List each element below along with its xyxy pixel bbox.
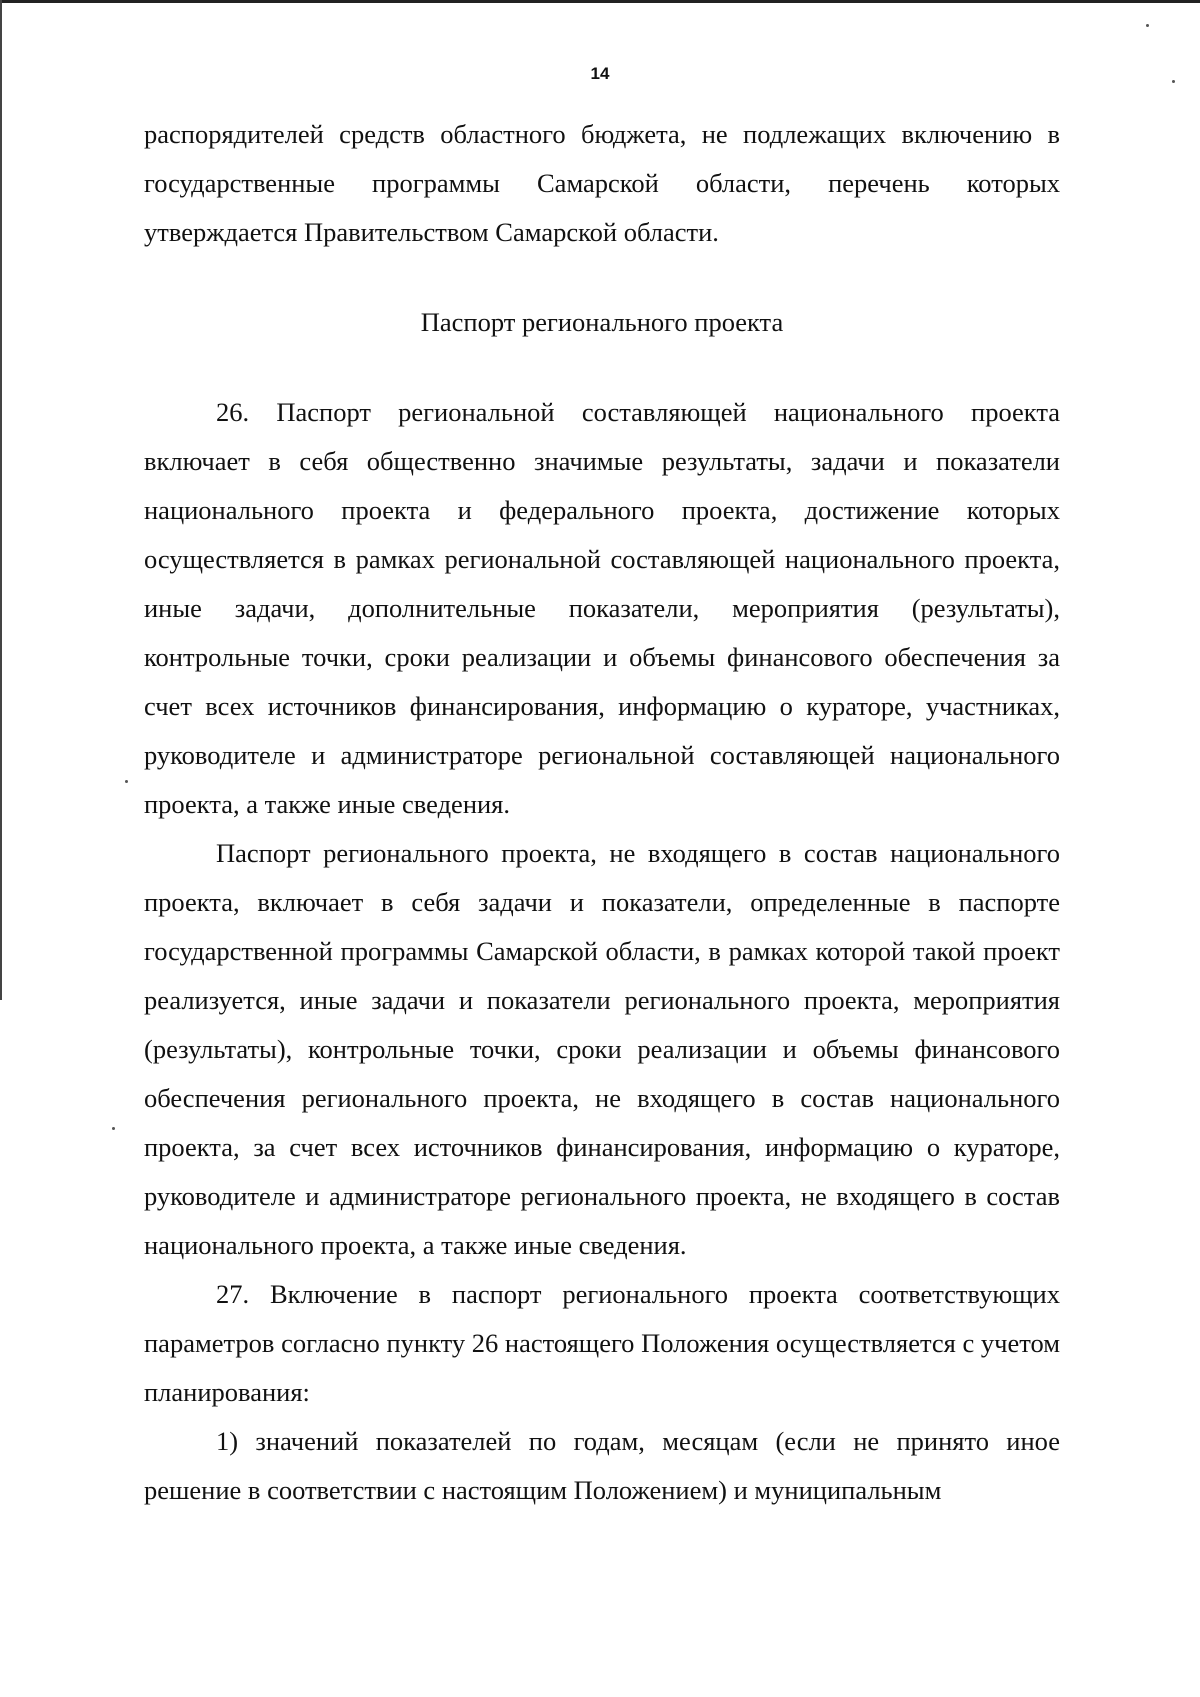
document-body	[144, 110, 1060, 1515]
section-heading	[144, 298, 1060, 347]
scan-top-border	[0, 0, 1200, 3]
paragraph-27-item-1: 1) значений показателей по годам, месяцам (если не принято иное решение в соответствии с настоящим Положением) и муниципальным	[144, 1426, 1060, 1505]
page-number: 14	[590, 64, 610, 83]
paragraph-26: 26. Паспорт региональной составляющей национального проекта включает в себя общественно значимые результаты, задачи и показатели национального проекта и федерального проекта, достижение которых осуществляется в рамках региональной составляющей национального проекта, иные задачи, дополнительные показатели, мероприятия (результаты), контрольные точки, сроки реализации и объемы финансового обеспечения за счет всех источников финансирования, информацию о кураторе, участниках, руководителе и администраторе региональной составляющей национального проекта, а также иные сведения.	[144, 397, 1060, 819]
scan-left-border	[0, 0, 2, 1000]
intro-paragraph: распорядителей средств областного бюджета, не подлежащих включению в государственные программы Самарской области, перечень которых утверждается Правительством Самарской области.	[144, 119, 1060, 247]
paragraph-27: 27. Включение в паспорт регионального проекта соответствующих параметров согласно пункту 26 настоящего Положения осуществляется с учетом планирования:	[144, 1279, 1060, 1407]
paragraph-26-continued: Паспорт регионального проекта, не входящего в состав национального проекта, включает в себя задачи и показатели, определенные в паспорте государственной программы Самарской области, в рамках которой такой проект реализуется, иные задачи и показатели регионального проекта, мероприятия (результаты), контрольные точки, сроки реализации и объемы финансового обеспечения регионального проекта, не входящего в состав национального проекта, за счет всех источников финансирования, информацию о кураторе, руководителе и администраторе регионального проекта, не входящего в состав национального проекта, а также иные сведения.	[144, 838, 1060, 1260]
scan-speck	[112, 1127, 115, 1130]
scan-speck	[125, 780, 128, 783]
scan-speck	[1172, 80, 1175, 83]
scan-speck	[1146, 24, 1149, 27]
section-heading-text: Паспорт регионального проекта	[420, 307, 784, 337]
